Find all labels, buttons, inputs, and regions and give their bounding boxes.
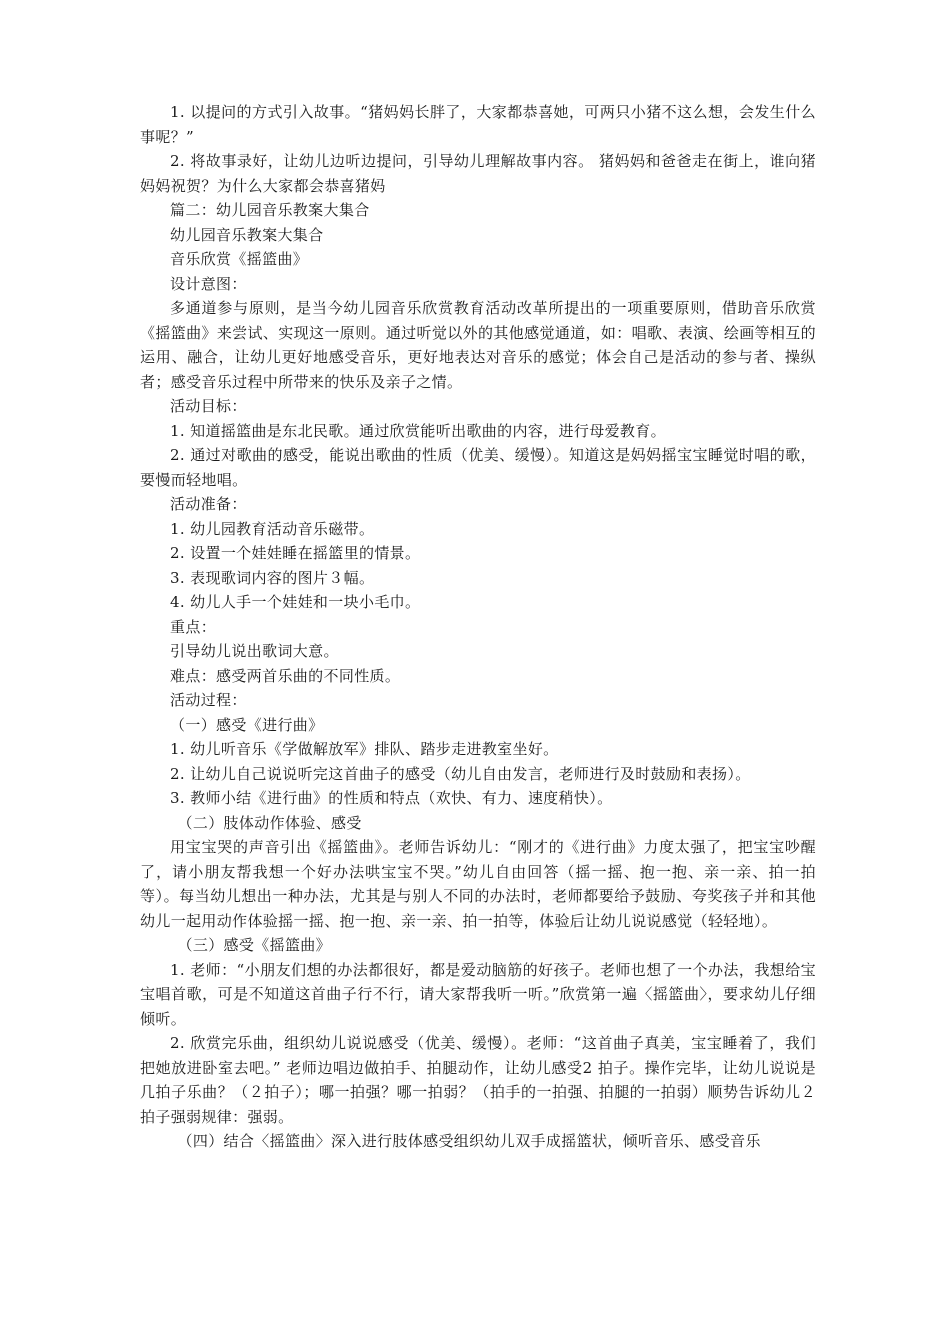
heading-design-intent: 设计意图： xyxy=(170,274,247,293)
paragraph: 1. 以提问的方式引入故事。“猪妈妈长胖了，大家都恭喜她，可两只小猪不这么想，会发生什么事呢？” xyxy=(140,103,816,146)
list-item: 2. 欣赏完乐曲，组织幼儿说说感受（优美、缓慢）。老师：“这首曲子真美，宝宝睡着了，我们把她放进卧室去吧。” 老师边唱边做拍手、拍腿动作，让幼儿感受2 拍子。操作完毕，让幼儿说说是几拍子乐曲？（２拍子）；哪一拍强？哪一拍弱？（拍手的一拍强、拍腿的一拍弱）顺势告诉幼儿２拍子强弱规律：强弱。 xyxy=(140,1034,816,1126)
paragraph: 用宝宝哭的声音引出《摇篮曲》。老师告诉幼儿：“刚才的《进行曲》力度太强了，把宝宝吵醒了，请小朋友帮我想一个好办法哄宝宝不哭。”幼儿自由回答（摇一摇、抱一抱、亲一亲、拍一拍等）。每当幼儿想出一种办法，尤其是与别人不同的办法时，老师都要给予鼓励、夸奖孩子并和其他幼儿一起用动作体验摇一摇、抱一抱、亲一亲、拍一拍等，体验后让幼儿说说感觉（轻轻地）。 xyxy=(140,838,816,930)
paragraph: 2. 将故事录好，让幼儿边听边提问，引导幼儿理解故事内容。 猪妈妈和爸爸走在街上，谁向猪妈妈祝贺？为什么大家都会恭喜猪妈 xyxy=(140,152,816,195)
paragraph: （四）结合〈摇篮曲〉深入进行肢体感受组织幼儿双手成摇篮状，倾听音乐、感受音乐 xyxy=(177,1132,761,1150)
subheading: （二）肢体动作体验、感受 xyxy=(177,813,362,832)
list-item: 1. 老师：“小朋友们想的办法都很好，都是爱动脑筋的好孩子。老师也想了一个办法，我想给宝宝唱首歌，可是不知道这首曲子行不行，请大家帮我听一听。”欣赏第一遍〈摇篮曲〉，要求幼儿仔细倾听。 xyxy=(140,960,816,1028)
subheading: （三）感受《摇篮曲》 xyxy=(177,936,332,954)
list-item: 3. 表现歌词内容的图片３幅。 xyxy=(170,568,375,587)
list-item: 4. 幼儿人手一个娃娃和一块小毛巾。 xyxy=(170,593,421,611)
heading-activity-preparation: 活动准备： xyxy=(170,495,247,513)
list-item: 1. 幼儿园教育活动音乐磁带。 xyxy=(170,519,375,538)
paragraph: 引导幼儿说出歌词大意。 xyxy=(170,642,339,660)
list-item: 3. 教师小结《进行曲》的性质和特点（欢快、有力、速度稍快）。 xyxy=(170,789,613,807)
list-item: 2. 让幼儿自己说说听完这首曲子的感受（幼儿自由发言，老师进行及时鼓励和表扬）。 xyxy=(170,764,751,783)
paragraph: 多通道参与原则，是当今幼儿园音乐欣赏教育活动改革所提出的一项重要原则，借助音乐欣赏《摇篮曲》来尝试、实现这一原则。通过听觉以外的其他感觉通道，如：唱歌、表演、绘画等相互的运用、融合，让幼儿更好地感受音乐，更好地表达对音乐的感觉；体会自己是活动的参与者、操纵者；感受音乐过程中所带来的快乐及亲子之情。 xyxy=(140,299,816,391)
heading-activity-goals: 活动目标： xyxy=(170,397,247,415)
lesson-title: 音乐欣赏《摇篮曲》 xyxy=(170,250,309,268)
heading-activity-process: 活动过程： xyxy=(170,691,247,709)
list-item: 1. 幼儿听音乐《学做解放军》排队、踏步走进教室坐好。 xyxy=(170,740,559,758)
list-item: 2. 设置一个娃娃睡在摇篮里的情景。 xyxy=(170,544,421,562)
list-item: 1. 知道摇篮曲是东北民歌。通过欣赏能听出歌曲的内容，进行母爱教育。 xyxy=(170,421,666,440)
list-item: 2. 通过对歌曲的感受，能说出歌曲的性质（优美、缓慢）。知道这是妈妈摇宝宝睡觉时唱的歌，要慢而轻地唱。 xyxy=(140,446,816,489)
paragraph: 难点：感受两首乐曲的不同性质。 xyxy=(170,666,401,685)
section-title: 篇二：幼儿园音乐教案大集合 xyxy=(170,201,370,219)
subheading: （一）感受《进行曲》 xyxy=(170,715,324,734)
document-body xyxy=(140,100,816,1154)
heading-key-point: 重点： xyxy=(170,617,217,636)
document-title: 幼儿园音乐教案大集合 xyxy=(170,225,324,244)
